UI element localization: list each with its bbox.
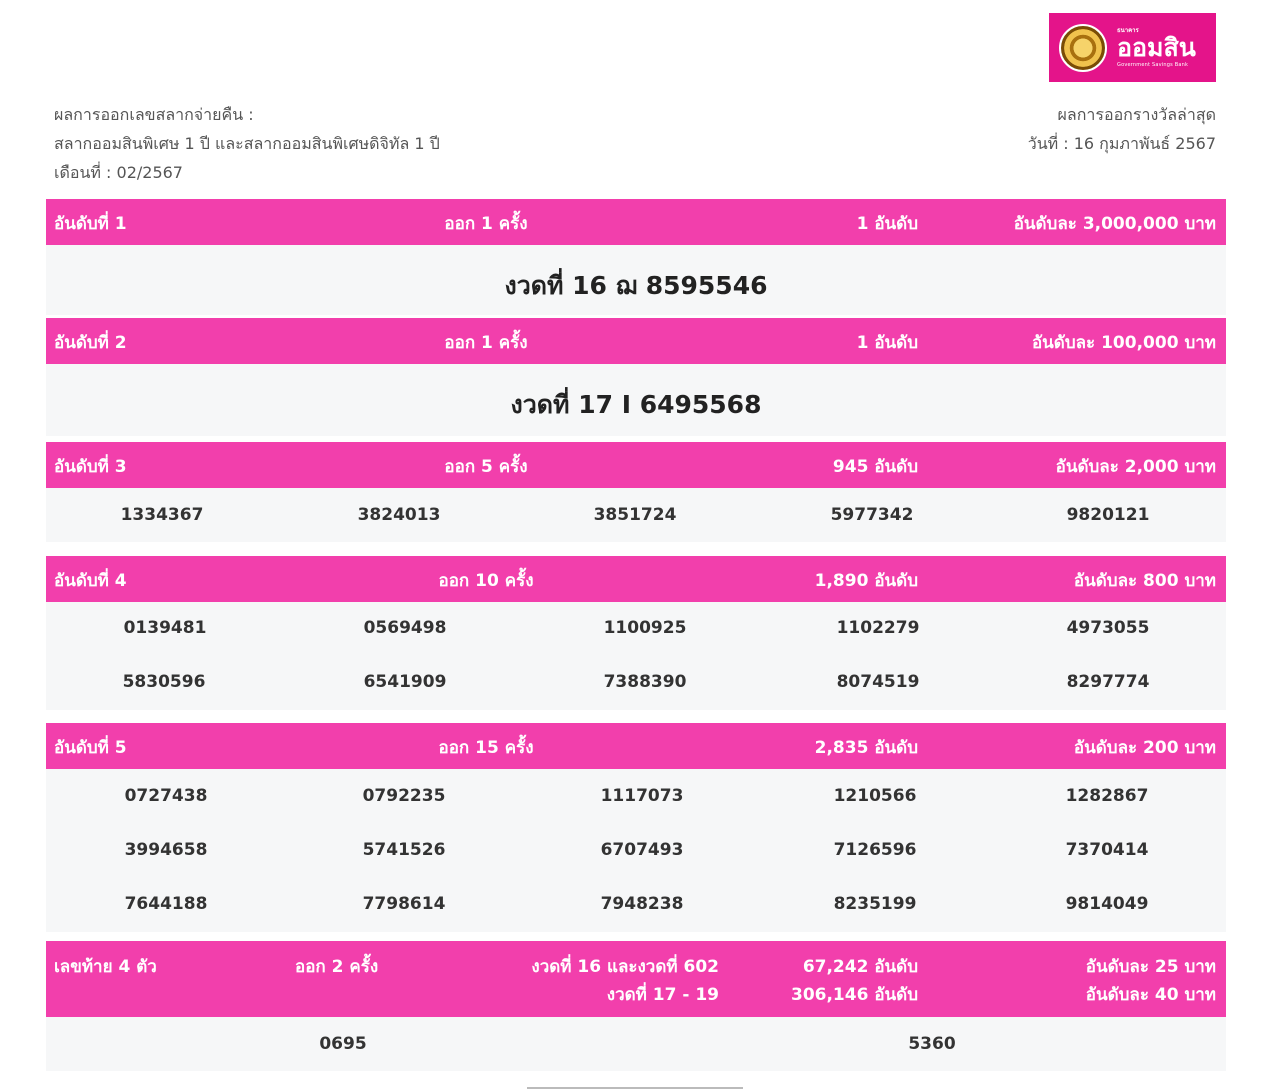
- prize-amount: อันดับละ 100,000 บาท: [1031, 333, 1216, 353]
- prize-number: 8074519: [836, 672, 920, 692]
- prize-2-header: [46, 318, 1226, 364]
- prize-2-body: [46, 364, 1226, 436]
- prize-number: 3994658: [124, 840, 208, 860]
- prize-number: 1117073: [600, 786, 684, 806]
- prize-3-body: [46, 488, 1226, 542]
- prize-count: 1 อันดับ: [856, 214, 918, 234]
- prize-number: 3851724: [593, 505, 677, 525]
- prize-amount: อันดับละ 2,000 บาท: [1055, 457, 1216, 477]
- prize-times: ออก 1 ครั้ง: [444, 214, 528, 234]
- prize-number: 1334367: [120, 505, 204, 525]
- prize-number: 5741526: [362, 840, 446, 860]
- prize-number: 7644188: [124, 894, 208, 914]
- prize-number: 1282867: [1065, 786, 1149, 806]
- prize-2-number: งวดที่ 17 I 6495568: [510, 390, 762, 419]
- prize-number: 7370414: [1065, 840, 1149, 860]
- prize-number: 1210566: [833, 786, 917, 806]
- logo-text: [1117, 28, 1196, 68]
- prize-number: 8297774: [1066, 672, 1150, 692]
- prize-number: 8235199: [833, 894, 917, 914]
- prize-number: 0727438: [124, 786, 208, 806]
- last-digits-body: [46, 1017, 1226, 1071]
- description-line-3: เดือนที่ : 02/2567: [54, 163, 183, 182]
- prize-count: 1 อันดับ: [856, 333, 918, 353]
- prize-number: 4973055: [1066, 618, 1150, 638]
- prize-times: ออก 5 ครั้ง: [444, 457, 528, 477]
- prize-times: ออก 10 ครั้ง: [438, 571, 534, 591]
- prize-rank: อันดับที่ 3: [54, 457, 127, 477]
- prize-number: 0792235: [362, 786, 446, 806]
- last-digits-amount-2: อันดับละ 40 บาท: [1085, 985, 1216, 1005]
- gsb-seal-icon: [1059, 24, 1107, 72]
- prize-number: 7948238: [600, 894, 684, 914]
- prize-number: 6541909: [363, 672, 447, 692]
- prize-number: 0569498: [363, 618, 447, 638]
- last-digits-number: 5360: [908, 1034, 956, 1054]
- prize-number: 1100925: [603, 618, 687, 638]
- prize-times: ออก 15 ครั้ง: [438, 738, 534, 758]
- last-digits-title: เลขท้าย 4 ตัว: [54, 957, 157, 977]
- last-digits-header: [46, 941, 1226, 1017]
- prize-5-header: [46, 723, 1226, 769]
- logo-small-text: ธนาคาร: [1117, 26, 1139, 34]
- prize-times: ออก 1 ครั้ง: [444, 333, 528, 353]
- prize-count: 945 อันดับ: [832, 457, 918, 477]
- prize-number: 7388390: [603, 672, 687, 692]
- prize-number: 0139481: [123, 618, 207, 638]
- last-digits-count-1: 67,242 อันดับ: [802, 957, 918, 977]
- prize-rank: อันดับที่ 1: [54, 214, 127, 234]
- last-digits-count-2: 306,146 อันดับ: [790, 985, 918, 1005]
- prize-number: 5830596: [122, 672, 206, 692]
- prize-number: 5977342: [830, 505, 914, 525]
- result-date: วันที่ : 16 กุมภาพันธ์ 2567: [1027, 134, 1216, 153]
- prize-count: 1,890 อันดับ: [814, 571, 918, 591]
- result-description: [54, 100, 440, 187]
- last-digits-period-1: งวดที่ 16 และงวดที่ 602: [531, 957, 719, 977]
- prize-amount: อันดับละ 200 บาท: [1073, 738, 1216, 758]
- latest-result-info: [1028, 100, 1216, 158]
- description-line-2: สลากออมสินพิเศษ 1 ปี และสลากออมสินพิเศษดิจิทัล 1 ปี: [54, 134, 440, 153]
- prize-number: 3824013: [357, 505, 441, 525]
- prize-amount: อันดับละ 3,000,000 บาท: [1013, 214, 1216, 234]
- prize-number: 9814049: [1065, 894, 1149, 914]
- prize-rank: อันดับที่ 4: [54, 571, 127, 591]
- last-digits-period-2: งวดที่ 17 - 19: [606, 985, 719, 1005]
- prize-number: 6707493: [600, 840, 684, 860]
- prize-amount: อันดับละ 800 บาท: [1073, 571, 1216, 591]
- prize-3-header: [46, 442, 1226, 488]
- prize-rank: อันดับที่ 2: [54, 333, 127, 353]
- prize-number: 7126596: [833, 840, 917, 860]
- logo-english-text: Government Savings Bank: [1117, 61, 1189, 68]
- prize-4-body: [46, 602, 1226, 710]
- prize-number: 1102279: [836, 618, 920, 638]
- latest-result-label: ผลการออกรางวัลล่าสุด: [1057, 105, 1216, 124]
- prize-4-header: [46, 556, 1226, 602]
- description-line-1: ผลการออกเลขสลากจ่ายคืน :: [54, 105, 254, 124]
- gsb-logo: [1049, 13, 1216, 82]
- last-digits-number: 0695: [319, 1034, 367, 1054]
- prize-5-body: [46, 769, 1226, 932]
- logo-main-text: ออมสิน: [1117, 32, 1196, 62]
- last-digits-amount-1: อันดับละ 25 บาท: [1085, 957, 1216, 977]
- prize-number: 7798614: [362, 894, 446, 914]
- prize-1-header: [46, 199, 1226, 245]
- prize-1-body: [46, 245, 1226, 315]
- prize-1-number: งวดที่ 16 ฌ 8595546: [504, 271, 768, 300]
- prize-number: 9820121: [1066, 505, 1150, 525]
- prize-rank: อันดับที่ 5: [54, 738, 127, 758]
- prize-count: 2,835 อันดับ: [814, 738, 918, 758]
- bottom-divider: [527, 1087, 743, 1089]
- last-digits-times: ออก 2 ครั้ง: [295, 957, 379, 977]
